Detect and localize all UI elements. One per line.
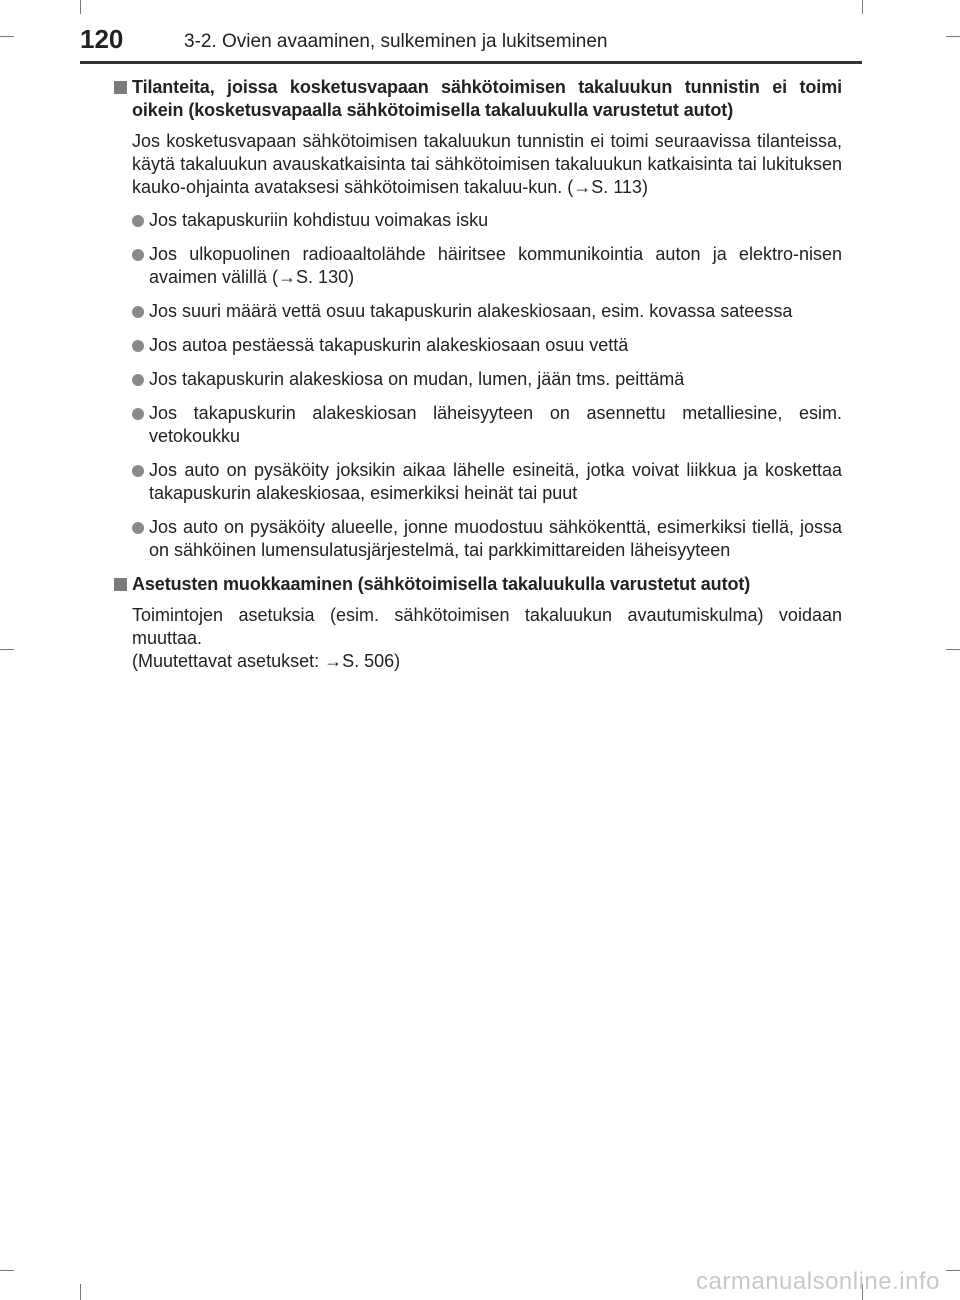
condition-list xyxy=(112,209,842,562)
watermark: carmanualsonline.info xyxy=(696,1268,940,1295)
circle-bullet-icon xyxy=(132,215,144,227)
list-item-text: Jos ulkopuolinen radioaaltolähde häiritsee kommunikointia auton ja elektro-nisen avaimen välillä (→S. 130) xyxy=(149,244,842,287)
page-header xyxy=(0,0,960,64)
circle-bullet-icon xyxy=(132,340,144,352)
list-item xyxy=(112,459,842,505)
section-body: Toimintojen asetuksia (esim. sähkötoimisen takaluukun avautumiskulma) voidaan muuttaa. xyxy=(132,605,842,648)
crop-mark xyxy=(0,1270,14,1271)
crop-mark xyxy=(946,1270,960,1271)
circle-bullet-icon xyxy=(132,408,144,420)
circle-bullet-icon xyxy=(132,374,144,386)
section-body-reference: (Muutettavat asetukset: →S. 506) xyxy=(132,651,401,671)
list-item-text: Jos takapuskurin alakeskiosan läheisyyteen on asennettu metalliesine, esim. vetokoukku xyxy=(149,403,842,446)
chapter-title: 3-2. Ovien avaaminen, sulkeminen ja lukitseminen xyxy=(184,31,608,52)
section-heading xyxy=(112,76,842,122)
list-item-text: Jos takapuskuriin kohdistuu voimakas isku xyxy=(149,210,489,230)
list-item xyxy=(112,243,842,289)
circle-bullet-icon xyxy=(132,249,144,261)
list-item-text: Jos auto on pysäköity joksikin aikaa lähelle esineitä, jotka voivat liikkua ja koskettaa takapuskurin alakeskiosaa, esimerkiksi heinät tai puut xyxy=(149,460,842,503)
square-bullet-icon xyxy=(114,578,127,591)
list-item xyxy=(112,402,842,448)
crop-mark xyxy=(946,649,960,650)
page-number: 120 xyxy=(80,24,124,54)
page-content xyxy=(112,76,842,673)
crop-mark xyxy=(80,1284,81,1300)
crop-mark xyxy=(0,649,14,650)
crop-mark xyxy=(80,0,81,14)
list-item-text: Jos suuri määrä vettä osuu takapuskurin alakeskiosaan, esim. kovassa sateessa xyxy=(149,301,793,321)
list-item xyxy=(112,300,842,323)
list-item-text: Jos takapuskurin alakeskiosa on mudan, lumen, jään tms. peittämä xyxy=(149,369,685,389)
circle-bullet-icon xyxy=(132,306,144,318)
square-bullet-icon xyxy=(114,81,127,94)
circle-bullet-icon xyxy=(132,465,144,477)
list-item-text: Jos auto on pysäköity alueelle, jonne muodostuu sähkökenttä, esimerkiksi tiellä, jossa on sähköinen lumensulatusjärjestelmä, tai parkkimittareiden läheisyyteen xyxy=(149,517,842,560)
crop-mark xyxy=(0,36,14,37)
header-rule xyxy=(80,61,862,64)
section-heading xyxy=(112,573,842,596)
section-heading-text: Tilanteita, joissa kosketusvapaan sähkötoimisen takaluukun tunnistin ei toimi oikein (kosketusvapaalla sähkötoimisella takaluukulla varustetut autot) xyxy=(132,77,842,120)
list-item xyxy=(112,334,842,357)
circle-bullet-icon xyxy=(132,522,144,534)
section-heading-text: Asetusten muokkaaminen (sähkötoimisella takaluukulla varustetut autot) xyxy=(132,574,751,594)
list-item xyxy=(112,516,842,562)
list-item xyxy=(112,209,842,232)
crop-mark xyxy=(862,0,863,14)
section-intro: Jos kosketusvapaan sähkötoimisen takaluukun tunnistin ei toimi seuraavissa tilanteissa, käytä takaluukun avauskatkaisinta tai sähkötoimisen takaluukun katkaisinta tai lukituksen kauko-ohjainta avataksesi sähkötoimisen takaluu-kun. (→S. 113) xyxy=(132,131,842,197)
list-item xyxy=(112,368,842,391)
list-item-text: Jos autoa pestäessä takapuskurin alakeskiosaan osuu vettä xyxy=(149,335,629,355)
crop-mark xyxy=(946,36,960,37)
